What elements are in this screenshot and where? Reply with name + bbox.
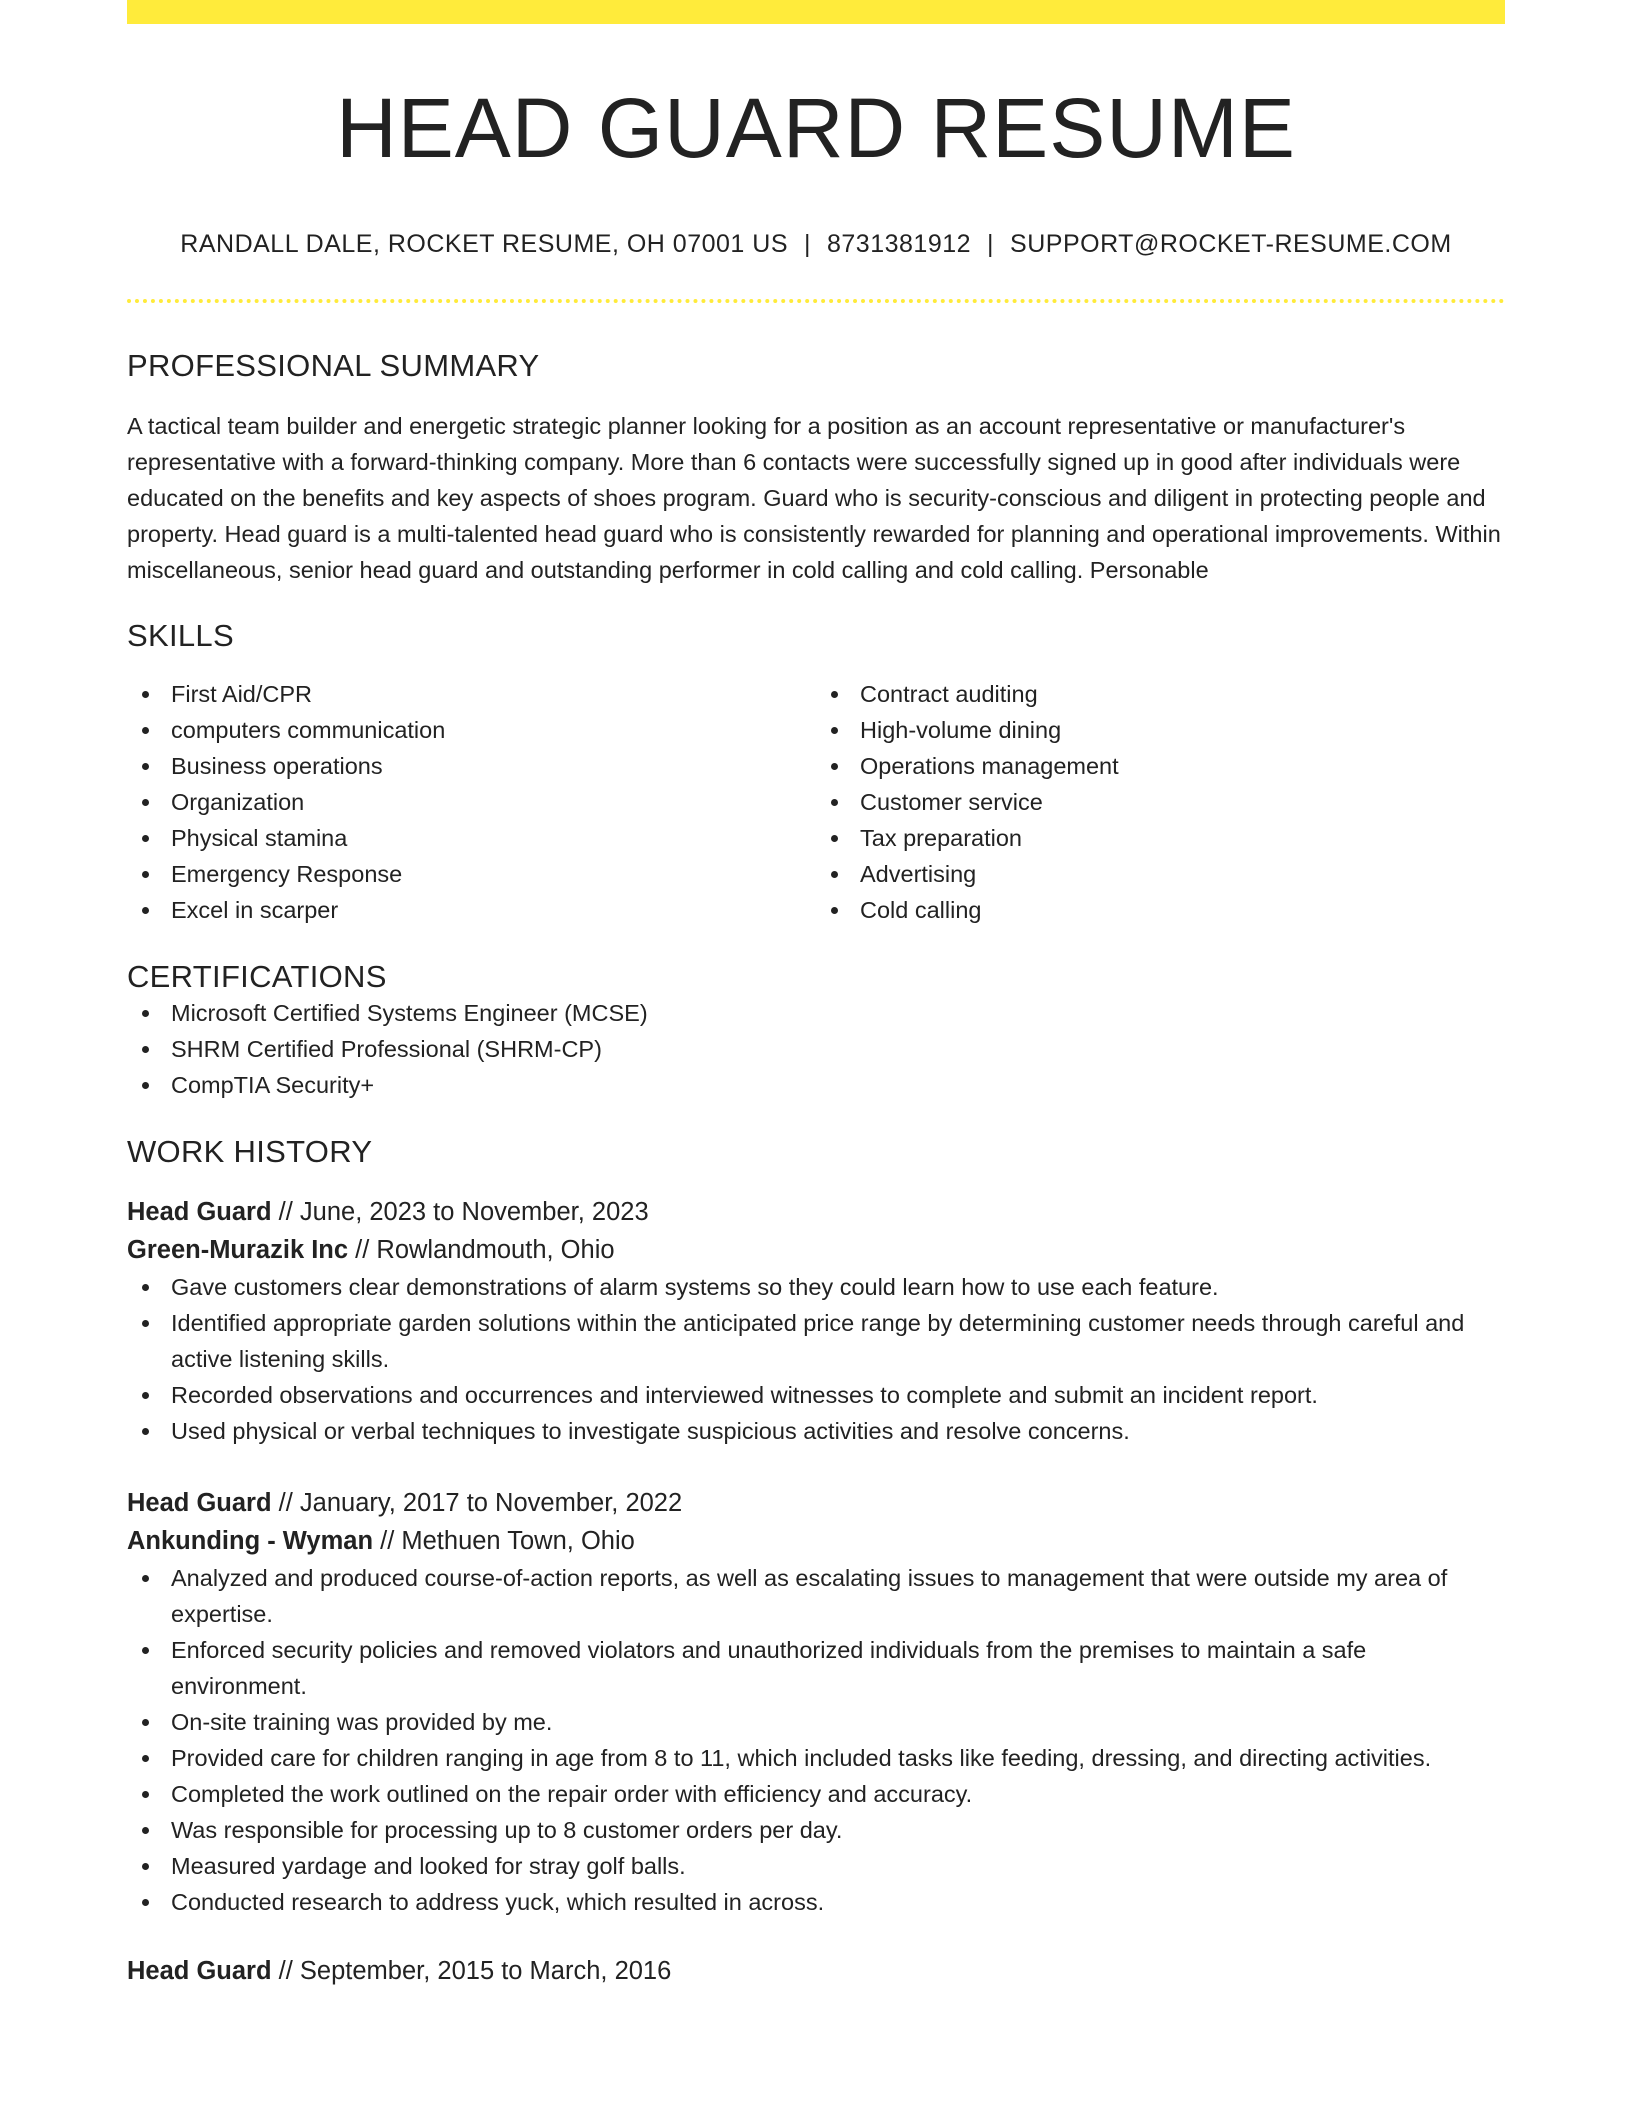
list-item: Advertising xyxy=(816,856,1505,892)
contact-separator: | xyxy=(987,230,995,258)
job-company-line xyxy=(127,1231,1505,1269)
job-title: Head Guard xyxy=(127,1198,272,1226)
job-dates: // June, 2023 to November, 2023 xyxy=(278,1198,649,1226)
job-bullets xyxy=(127,1560,1505,1920)
dotted-divider xyxy=(127,299,1505,303)
job-entry xyxy=(127,1952,1505,1990)
job-company: Ankunding - Wyman xyxy=(127,1527,374,1555)
list-item: Used physical or verbal techniques to investigate suspicious activities and resolve concerns. xyxy=(127,1413,1505,1449)
job-location: // Rowlandmouth, Ohio xyxy=(355,1236,615,1264)
certifications-list xyxy=(127,995,1505,1103)
work-history-section xyxy=(127,1134,1505,1990)
contact-address: RANDALL DALE, ROCKET RESUME, OH 07001 US xyxy=(180,230,788,258)
job-dates: // September, 2015 to March, 2016 xyxy=(278,1957,672,1985)
list-item: Analyzed and produced course-of-action reports, as well as escalating issues to management that were outside my area of expertise. xyxy=(127,1560,1505,1632)
summary-heading: PROFESSIONAL SUMMARY xyxy=(127,348,540,383)
job-company: Green-Murazik Inc xyxy=(127,1236,349,1264)
skills-section xyxy=(127,618,1505,928)
job-company-line xyxy=(127,1522,1505,1560)
job-bullets xyxy=(127,1269,1505,1449)
job-dates: // January, 2017 to November, 2022 xyxy=(278,1489,683,1517)
list-item: Gave customers clear demonstrations of alarm systems so they could learn how to use each feature. xyxy=(127,1269,1505,1305)
list-item: SHRM Certified Professional (SHRM-CP) xyxy=(127,1031,1505,1067)
list-item: Cold calling xyxy=(816,892,1505,928)
summary-text: A tactical team builder and energetic strategic planner looking for a position as an account representative or manufacturer's representative with a forward-thinking company. More than 6 contacts were successfully signed up in good after individuals were educated on the benefits and key aspects of shoes program. Guard who is security-conscious and diligent in protecting people and property. Head guard is a multi-talented head guard who is consistently rewarded for planning and operational improvements. Within miscellaneous, senior head guard and outstanding performer in cold calling and cold calling. Personable xyxy=(127,413,1501,583)
job-title-line xyxy=(127,1484,1505,1522)
top-accent-bar xyxy=(127,0,1505,24)
list-item: Microsoft Certified Systems Engineer (MCSE) xyxy=(127,995,1505,1031)
list-item: Conducted research to address yuck, which resulted in across. xyxy=(127,1884,1505,1920)
job-title: Head Guard xyxy=(127,1489,272,1517)
list-item: Operations management xyxy=(816,748,1505,784)
list-item: Contract auditing xyxy=(816,676,1505,712)
contact-separator: | xyxy=(804,230,811,258)
list-item: Organization xyxy=(127,784,816,820)
skills-grid xyxy=(127,676,1505,928)
list-item: Emergency Response xyxy=(127,856,816,892)
list-item: Measured yardage and looked for stray golf balls. xyxy=(127,1848,1505,1884)
list-item: Recorded observations and occurrences and interviewed witnesses to complete and submit an incident report. xyxy=(127,1377,1505,1413)
job-title-line xyxy=(127,1952,1505,1990)
resume-page xyxy=(127,0,1505,1990)
contact-phone: 8731381912 xyxy=(827,230,972,258)
contact-email[interactable]: SUPPORT@ROCKET-RESUME.COM xyxy=(1010,230,1452,258)
list-item: High-volume dining xyxy=(816,712,1505,748)
contact-line xyxy=(127,228,1505,260)
list-item: Tax preparation xyxy=(816,820,1505,856)
job-entry xyxy=(127,1193,1505,1449)
list-item: Provided care for children ranging in age from 8 to 11, which included tasks like feeding, dressing, and directing activities. xyxy=(127,1740,1505,1776)
certifications-heading: CERTIFICATIONS xyxy=(127,959,387,994)
skills-heading: SKILLS xyxy=(127,618,234,653)
list-item: On-site training was provided by me. xyxy=(127,1704,1505,1740)
list-item: Excel in scarper xyxy=(127,892,816,928)
list-item: Enforced security policies and removed violators and unauthorized individuals from the premises to maintain a safe environment. xyxy=(127,1632,1505,1704)
list-item: computers communication xyxy=(127,712,816,748)
list-item: Physical stamina xyxy=(127,820,816,856)
list-item: First Aid/CPR xyxy=(127,676,816,712)
list-item: CompTIA Security+ xyxy=(127,1067,1505,1103)
job-location: // Methuen Town, Ohio xyxy=(380,1527,635,1555)
certifications-section xyxy=(127,959,1505,1103)
summary-section xyxy=(127,348,1505,588)
job-title-line xyxy=(127,1193,1505,1231)
list-item: Business operations xyxy=(127,748,816,784)
skills-list-left xyxy=(127,676,816,928)
list-item: Completed the work outlined on the repair order with efficiency and accuracy. xyxy=(127,1776,1505,1812)
list-item: Identified appropriate garden solutions within the anticipated price range by determining customer needs through careful and active listening skills. xyxy=(127,1305,1505,1377)
list-item: Customer service xyxy=(816,784,1505,820)
work-history-heading: WORK HISTORY xyxy=(127,1134,373,1169)
job-entry xyxy=(127,1484,1505,1920)
list-item: Was responsible for processing up to 8 customer orders per day. xyxy=(127,1812,1505,1848)
job-title: Head Guard xyxy=(127,1957,272,1985)
page-title: HEAD GUARD RESUME xyxy=(336,81,1296,175)
skills-list-right xyxy=(816,676,1505,928)
